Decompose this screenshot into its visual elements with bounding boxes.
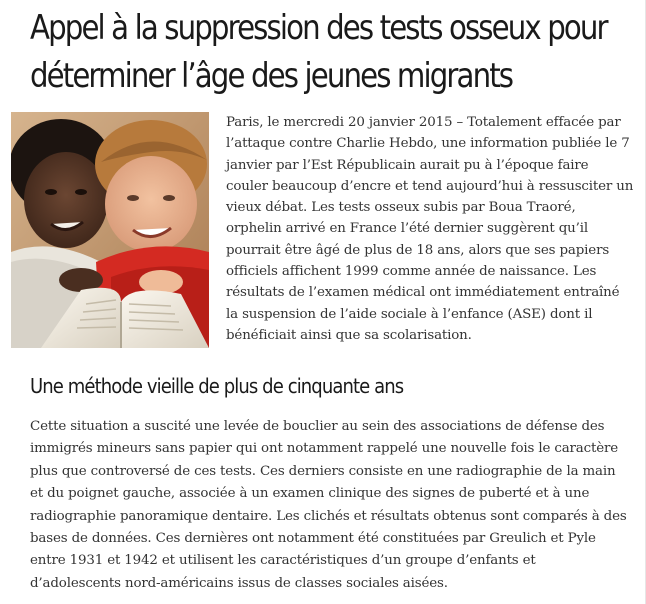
- section-heading: Une méthode vieille de plus de cinquante ans: [30, 374, 404, 398]
- article-photo: [11, 112, 209, 348]
- article-intro: Paris, le mercredi 20 janvier 2015 – Totalement effacée par l’attaque contre Charlie Hebdo, une information publiée le 7 janvier par l’Est Républicain aurait pu à l’époque faire couler beaucoup d’encre et tend aujourd’hui à ressusciter un vieux débat. Les tests osseux subis par Boua Traoré, orphelin arrivé en France l’été dernier suggèrent qu’il pourrait être âgé de plus de 18 ans, alors que ses papiers officiels affichent 1999 comme année de naissance. Les résultats de l’examen médical ont immédiatement entraîné la suspension de l’aide sociale à l’enfance (ASE) dont il bénéficiait ainsi que sa scolarisation.: [226, 115, 634, 343]
- article-title: Appel à la suppression des tests osseux pour déterminer l’âge des jeunes migrants: [30, 8, 607, 96]
- article-body: Cette situation a suscité une levée de bouclier au sein des associations de défense des immigrés mineurs sans papier qui ont notamment rappelé une nouvelle fois le caractère plus que controversé de ces tests. Ces derniers consiste en une radiographie de la main et du poignet gauche, associée à un examen clinique des signes de puberté et à une radiographie panoramique dentaire. Les clichés et résultats obtenus sont comparés à des bases de données. Ces dernières ont notamment été constituées par Greulich et Pyle entre 1931 et 1942 et utilisent les caractéristiques d’un groupe d’enfants et d’adolescents nord-américains issus de classes sociales aisées.: [30, 419, 627, 591]
